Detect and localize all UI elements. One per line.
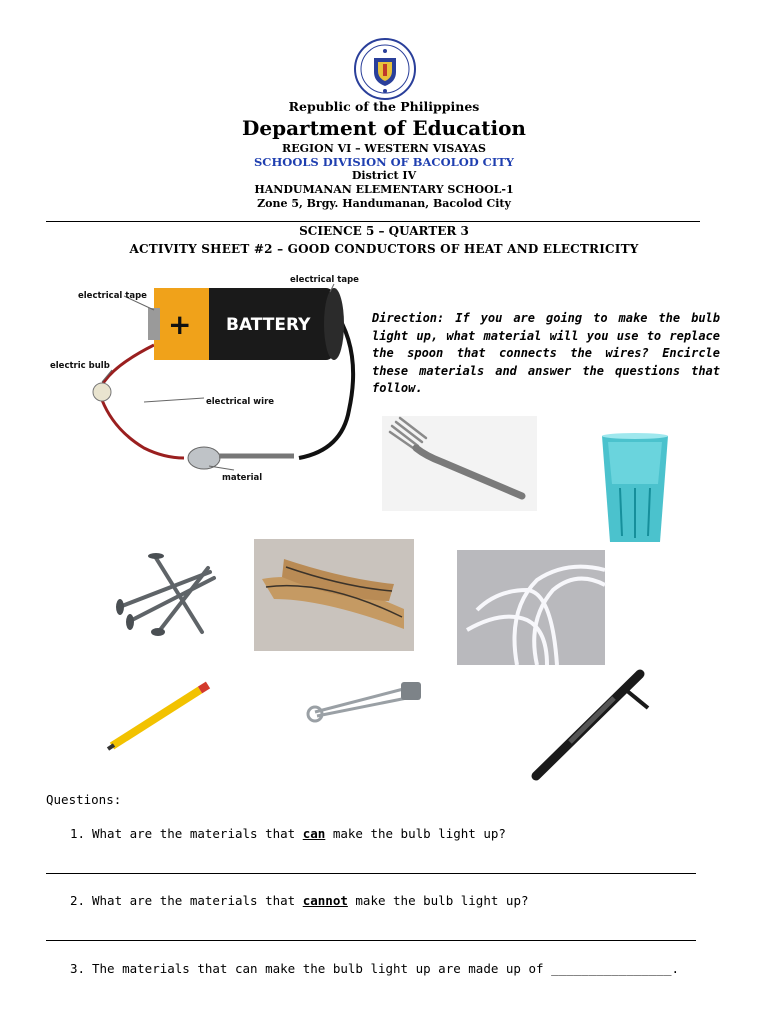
nails-image (110, 548, 220, 640)
activity-title: ACTIVITY SHEET #2 – GOOD CONDUCTORS OF HEAT AND ELECTRICITY (129, 242, 639, 256)
republic-heading: Republic of the Philippines (288, 99, 480, 114)
label-electrical-wire: electrical wire (206, 397, 275, 407)
cloth-image (254, 539, 414, 651)
pencil-image (106, 682, 214, 752)
question-1 (70, 826, 506, 841)
school-address: Zone 5, Brgy. Handumanan, Bacolod City (257, 197, 511, 210)
header-divider (46, 221, 700, 222)
label-electric-bulb: electric bulb (50, 361, 110, 371)
question-2 (70, 893, 529, 908)
spoon-material (188, 447, 220, 469)
label-material: material (222, 473, 263, 483)
battery-label: BATTERY (226, 315, 311, 335)
question-3 (70, 961, 679, 976)
label-electrical-tape-left: electrical tape (78, 291, 147, 301)
question-2-keyword: cannot (302, 893, 348, 908)
ballpen-image (530, 668, 648, 780)
question-1-keyword: can (302, 826, 326, 841)
safety-pin-image (305, 672, 427, 724)
region-line: REGION VI – WESTERN VISAYAS (282, 142, 486, 155)
direction-text: Direction: If you are going to make the bulb light up, what material will you use to replace the spoon that connects the wires? Encircle these materials and answer the questions that follow. (372, 311, 720, 395)
question-1-number: 1. (70, 826, 86, 841)
question-3-text[interactable]: The materials that can make the bulb light up are made up of ________________. (92, 961, 679, 976)
question-2-text: What are the materials that (92, 893, 303, 908)
battery-circuit-diagram (44, 270, 364, 485)
question-2-number: 2. (70, 893, 86, 908)
question-3-number: 3. (70, 961, 86, 976)
department-title: Department of Education (242, 116, 526, 140)
district-line: District IV (351, 169, 417, 182)
rubber-bands-image (457, 550, 605, 665)
questions-heading: Questions: (46, 792, 122, 807)
division-line: SCHOOLS DIVISION OF BACOLOD CITY (253, 155, 514, 169)
electric-bulb (93, 383, 111, 401)
glass-image (598, 432, 672, 547)
activity-subject: SCIENCE 5 – QUARTER 3 (299, 224, 469, 238)
question-1-text-end: make the bulb light up? (325, 826, 506, 841)
question-1-text: What are the materials that (92, 826, 303, 841)
label-electrical-tape-right: electrical tape (290, 275, 359, 285)
deped-seal-logo (354, 38, 416, 100)
answer-line-2[interactable] (46, 940, 696, 941)
question-2-text-end: make the bulb light up? (347, 893, 529, 908)
school-name: HANDUMANAN ELEMENTARY SCHOOL-1 (254, 183, 514, 196)
battery-plus: + (168, 308, 192, 341)
fork-image (382, 416, 537, 511)
answer-line-1[interactable] (46, 873, 696, 874)
